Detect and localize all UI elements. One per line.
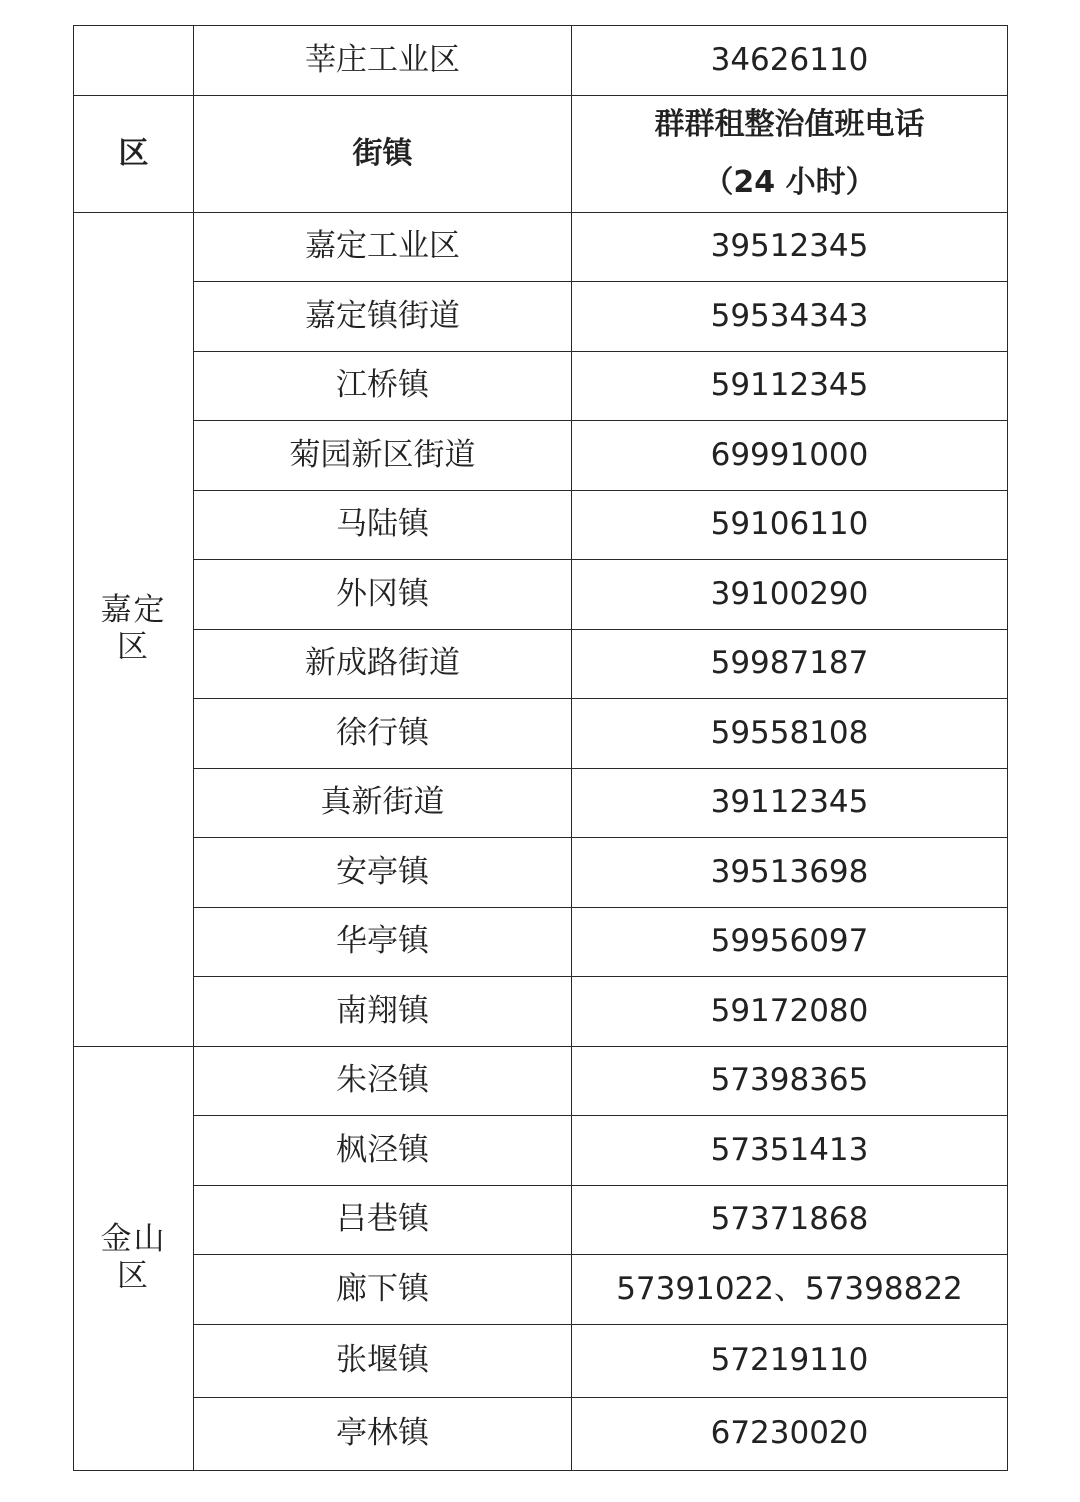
table-row	[74, 212, 1008, 282]
phone-cell: 59112345	[572, 351, 1008, 421]
town-cell: 朱泾镇	[194, 1046, 572, 1116]
phone-cell: 59558108	[572, 699, 1008, 769]
table-row-top	[74, 26, 1008, 96]
town-cell: 吕巷镇	[194, 1185, 572, 1255]
table-row	[74, 1046, 1008, 1116]
hotline-table-body	[74, 26, 1008, 1471]
table-row	[74, 907, 1008, 977]
table-row	[74, 1116, 1008, 1186]
phone-cell: 34626110	[572, 26, 1008, 96]
header-town: 街镇	[194, 95, 572, 212]
town-cell: 新成路街道	[194, 629, 572, 699]
table-row	[74, 1324, 1008, 1397]
phone-cell: 59956097	[572, 907, 1008, 977]
town-cell: 张堰镇	[194, 1324, 572, 1397]
header-phone-line1: 群群租整治值班电话	[654, 106, 925, 142]
table-row	[74, 838, 1008, 908]
town-cell: 莘庄工业区	[194, 26, 572, 96]
table-row	[74, 490, 1008, 560]
town-cell: 安亭镇	[194, 838, 572, 908]
town-cell: 亭林镇	[194, 1397, 572, 1470]
town-cell: 外冈镇	[194, 560, 572, 630]
phone-cell: 39100290	[572, 560, 1008, 630]
town-cell: 江桥镇	[194, 351, 572, 421]
phone-cell: 57219110	[572, 1324, 1008, 1397]
phone-cell: 67230020	[572, 1397, 1008, 1470]
phone-cell: 57398365	[572, 1046, 1008, 1116]
town-cell: 真新街道	[194, 768, 572, 838]
header-district: 区	[74, 95, 194, 212]
table-row	[74, 1397, 1008, 1470]
table-row	[74, 629, 1008, 699]
table-row	[74, 282, 1008, 352]
town-cell: 廊下镇	[194, 1255, 572, 1325]
hotline-table	[73, 25, 1008, 1471]
phone-cell: 59172080	[572, 977, 1008, 1047]
town-cell: 嘉定镇街道	[194, 282, 572, 352]
phone-cell: 57371868	[572, 1185, 1008, 1255]
phone-cell: 69991000	[572, 421, 1008, 491]
town-cell: 华亭镇	[194, 907, 572, 977]
phone-cell: 39513698	[572, 838, 1008, 908]
table-row	[74, 1255, 1008, 1325]
table-row	[74, 560, 1008, 630]
town-cell: 嘉定工业区	[194, 212, 572, 282]
table-row	[74, 768, 1008, 838]
phone-cell: 59106110	[572, 490, 1008, 560]
phone-cell: 39112345	[572, 768, 1008, 838]
town-cell: 徐行镇	[194, 699, 572, 769]
district-cell	[74, 1046, 194, 1470]
table-row	[74, 699, 1008, 769]
district-label: 金山	[100, 1220, 167, 1257]
phone-cell: 57391022、57398822	[572, 1255, 1008, 1325]
table-header-row	[74, 95, 1008, 212]
town-cell: 马陆镇	[194, 490, 572, 560]
header-phone-line2: （24 小时）	[703, 164, 876, 200]
header-phone	[572, 95, 1008, 212]
district-cell	[74, 212, 194, 1046]
table-row	[74, 351, 1008, 421]
town-cell: 枫泾镇	[194, 1116, 572, 1186]
district-cell-empty	[74, 26, 194, 96]
table-row	[74, 421, 1008, 491]
district-label: 嘉定	[100, 591, 167, 628]
phone-cell: 57351413	[572, 1116, 1008, 1186]
town-cell: 南翔镇	[194, 977, 572, 1047]
table-row	[74, 977, 1008, 1047]
town-cell: 菊园新区街道	[194, 421, 572, 491]
district-label: 区	[117, 629, 150, 665]
table-row	[74, 1185, 1008, 1255]
phone-cell: 59534343	[572, 282, 1008, 352]
district-label: 区	[117, 1258, 150, 1294]
phone-cell: 59987187	[572, 629, 1008, 699]
phone-cell: 39512345	[572, 212, 1008, 282]
